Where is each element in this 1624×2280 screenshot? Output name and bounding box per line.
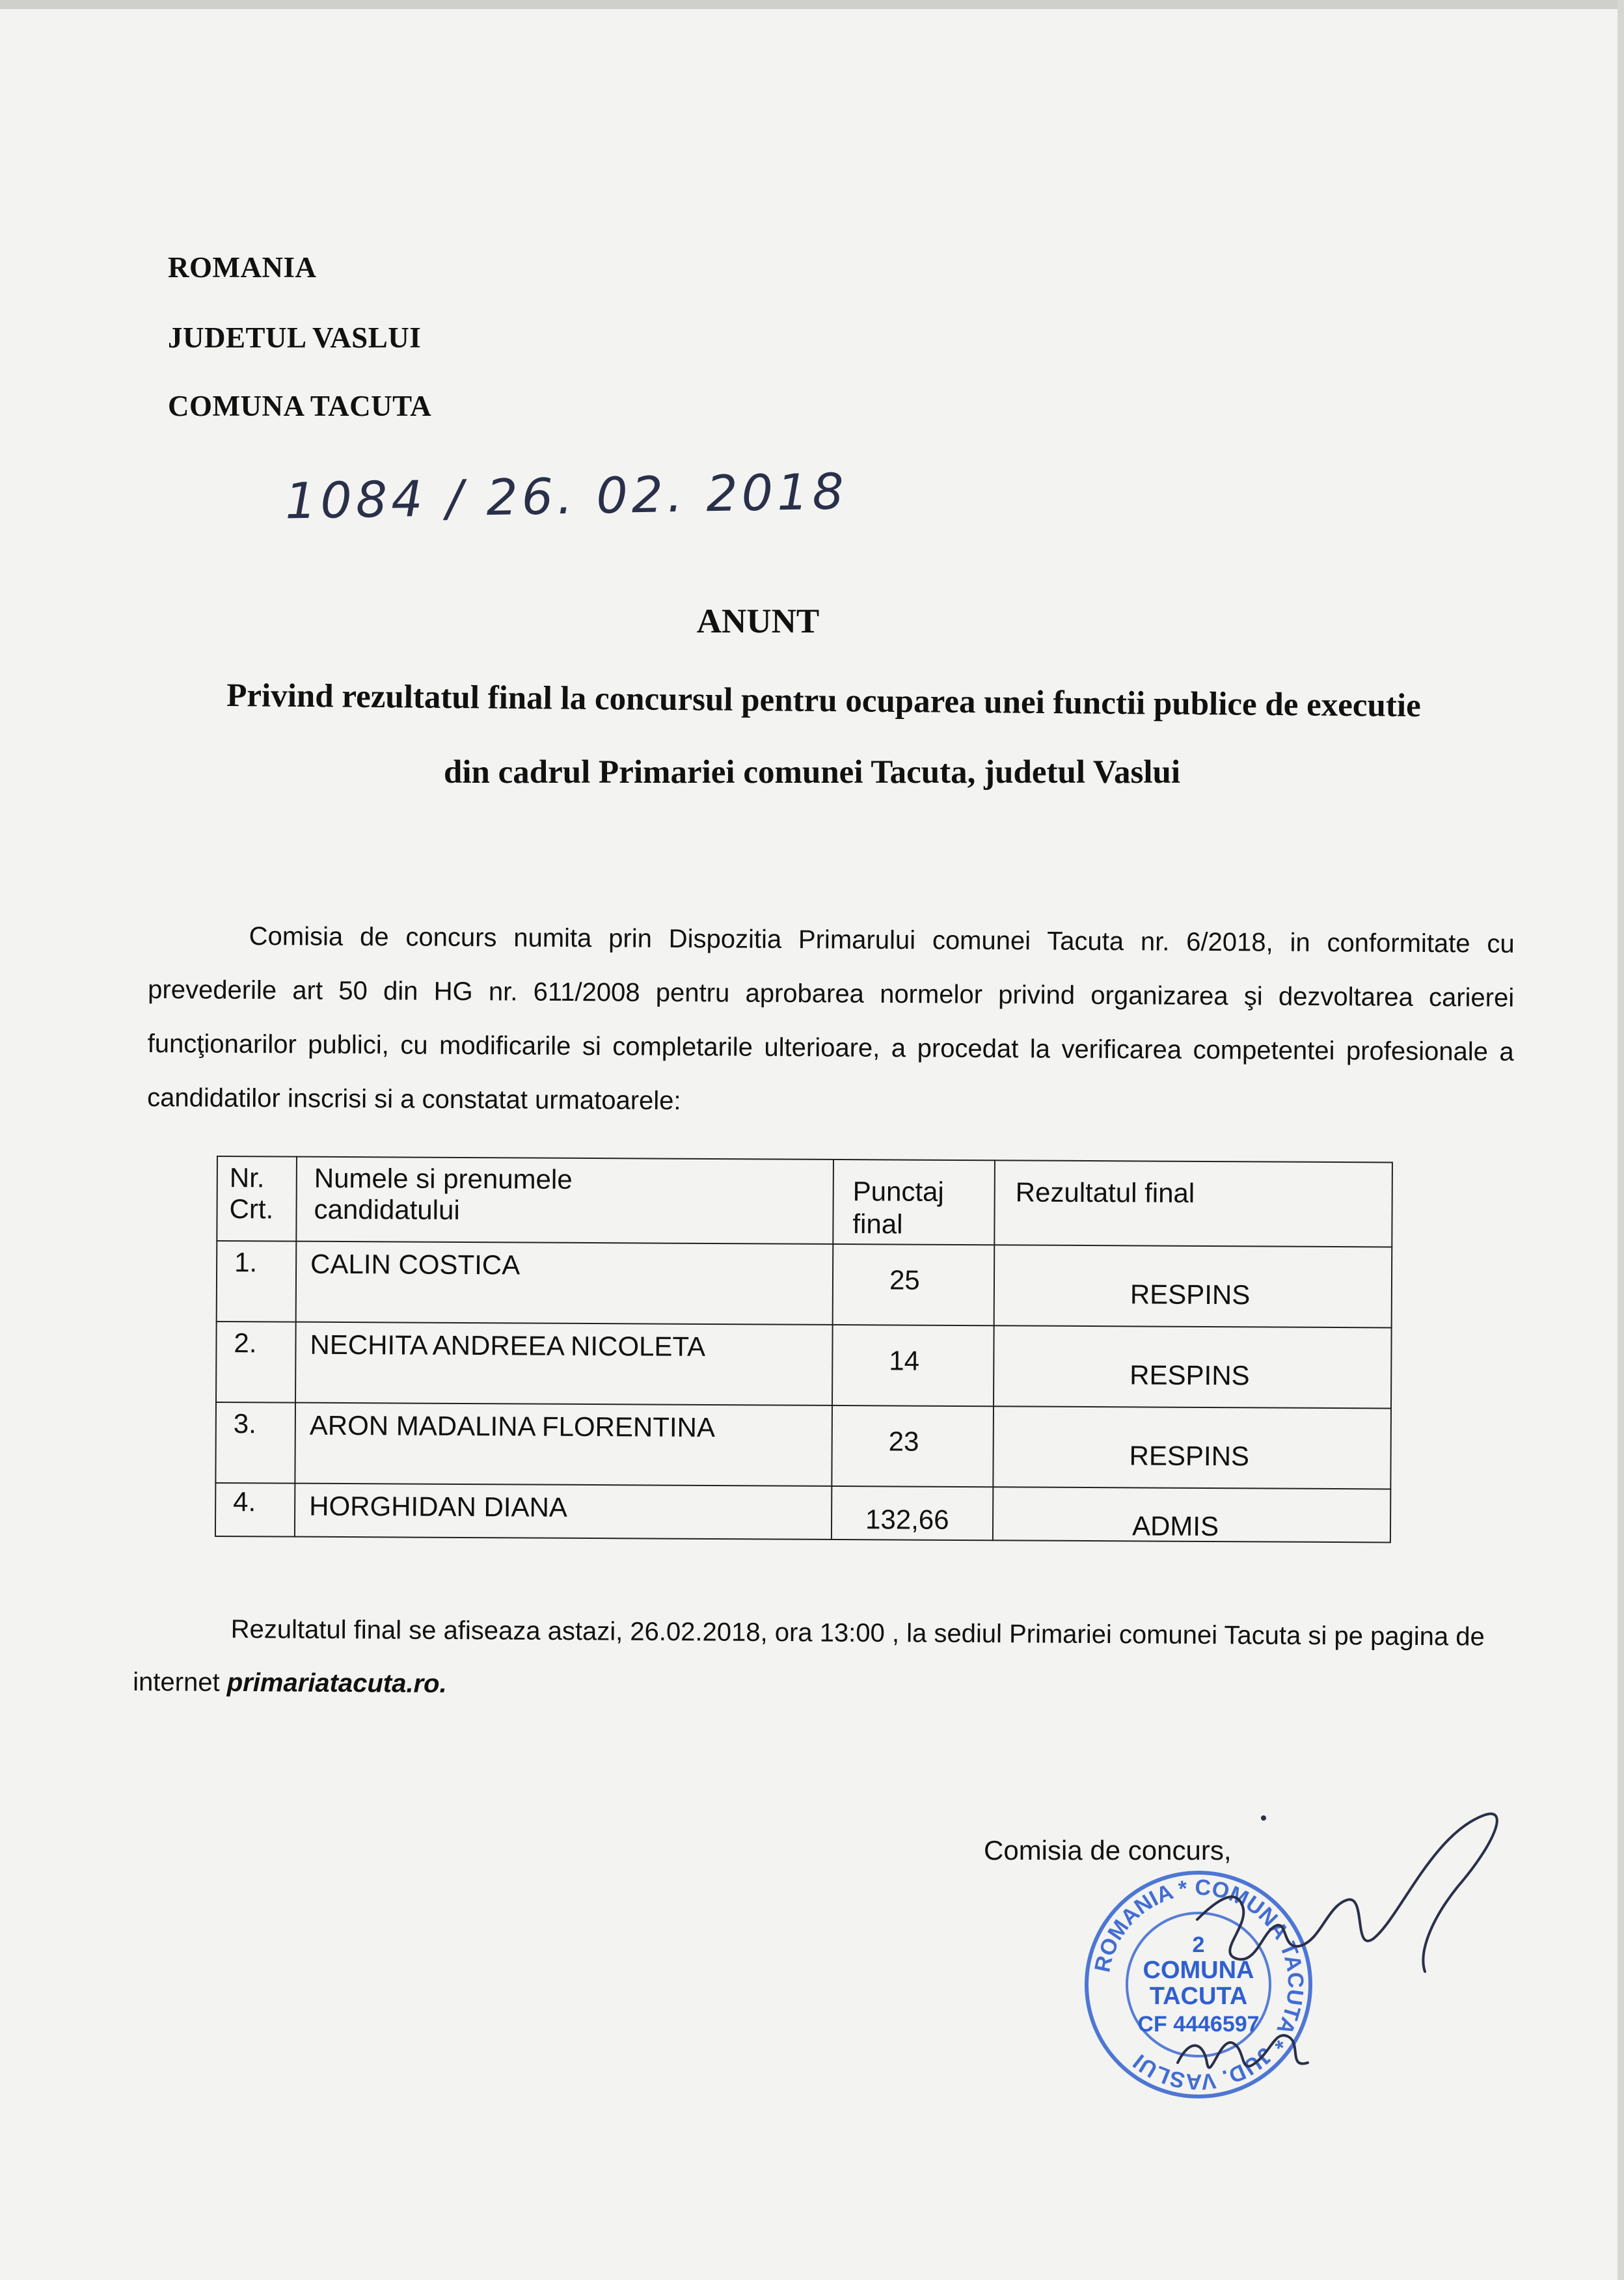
stamp-number: 2 xyxy=(1192,1933,1205,1957)
signature-label: Comisia de concurs, xyxy=(984,1835,1232,1866)
table-row-1-name: CALIN COSTICA xyxy=(310,1248,521,1281)
header-country: ROMANIA xyxy=(168,251,317,284)
handwritten-signature xyxy=(1093,1757,1549,2095)
table-row-4-score: 132,66 xyxy=(865,1504,949,1535)
header-nr: Nr. xyxy=(229,1162,265,1193)
table-row-2-nr: 2. xyxy=(234,1327,257,1359)
scan-edge-top xyxy=(0,0,1624,9)
table-row-2-score: 14 xyxy=(889,1345,920,1376)
table-row-3-result: RESPINS xyxy=(1129,1440,1250,1472)
stamp-outer-text: ROMANIA * COMUNA TACUTA * JUD. VASLUI xyxy=(1090,1875,1308,2095)
header-score-2: final xyxy=(852,1208,903,1240)
table-row-4-nr: 4. xyxy=(233,1486,256,1517)
header-name: Numele si prenumele xyxy=(314,1162,573,1195)
subtitle-line-1: Privind rezultatul final la concursul pentru ocuparea unei functii publice de executie xyxy=(226,677,1421,725)
table-row-3-nr: 3. xyxy=(233,1408,256,1439)
table-row-1-score: 25 xyxy=(889,1264,920,1296)
registration-number-handwritten: 1084 / 26. 02. 2018 xyxy=(284,462,848,530)
header-result: Rezultatul final xyxy=(1015,1176,1195,1208)
table-row-4-name: HORGHIDAN DIANA xyxy=(309,1490,568,1523)
subtitle-line-2: din cadrul Primariei comunei Tacuta, judetul Vaslui xyxy=(443,754,1181,791)
header-commune: COMUNA TACUTA xyxy=(168,390,432,422)
stamp-line-2: TACUTA xyxy=(1149,1983,1248,2010)
header-county: JUDETUL VASLUI xyxy=(168,321,422,354)
website-link[interactable]: primariatacuta.ro. xyxy=(226,1668,447,1698)
table-row-1-result: RESPINS xyxy=(1130,1279,1251,1310)
footer-text: Rezultatul final se afiseaza astazi, 26.02.2018, ora 13:00 , la sediul Primariei comunei Tacuta si pe pagina de internet xyxy=(133,1614,1485,1697)
header-crt: Crt. xyxy=(229,1193,274,1225)
table-row-1-nr: 1. xyxy=(234,1247,258,1278)
table-row-3-score: 23 xyxy=(888,1426,919,1457)
table-row-2-name: NECHITA ANDREEA NICOLETA xyxy=(310,1329,706,1362)
intro-paragraph xyxy=(147,909,1515,1133)
stamp-line-1: COMUNA xyxy=(1143,1957,1254,1984)
header-name-2: candidatului xyxy=(314,1193,460,1225)
table-row-4-result: ADMIS xyxy=(1131,1510,1219,1542)
results-table xyxy=(215,1156,1393,1543)
intro-text: Comisia de concurs numita prin Dispozitia Primarului comunei Tacuta nr. 6/2018, in conformitate cu prevederile art 50 din HG nr. 611/2008 pentru aprobarea normelor privind organizarea şi dezvoltarea carierei funcţionarilor publici, cu modificarile si completarile ulterioare, a procedat la verificarea competentei profesionale a candidatilor inscrisi si a constatat urmatoarele: xyxy=(147,921,1515,1116)
header-score: Punctaj xyxy=(852,1176,944,1207)
scan-edge-right xyxy=(1617,0,1624,2280)
table-row-2-result: RESPINS xyxy=(1130,1359,1250,1391)
footer-paragraph xyxy=(133,1602,1509,1717)
table-row-3-name: ARON MADALINA FLORENTINA xyxy=(309,1409,716,1443)
document-title: ANUNT xyxy=(696,603,820,640)
stamp-cf: CF 4446597 xyxy=(1137,2012,1260,2037)
